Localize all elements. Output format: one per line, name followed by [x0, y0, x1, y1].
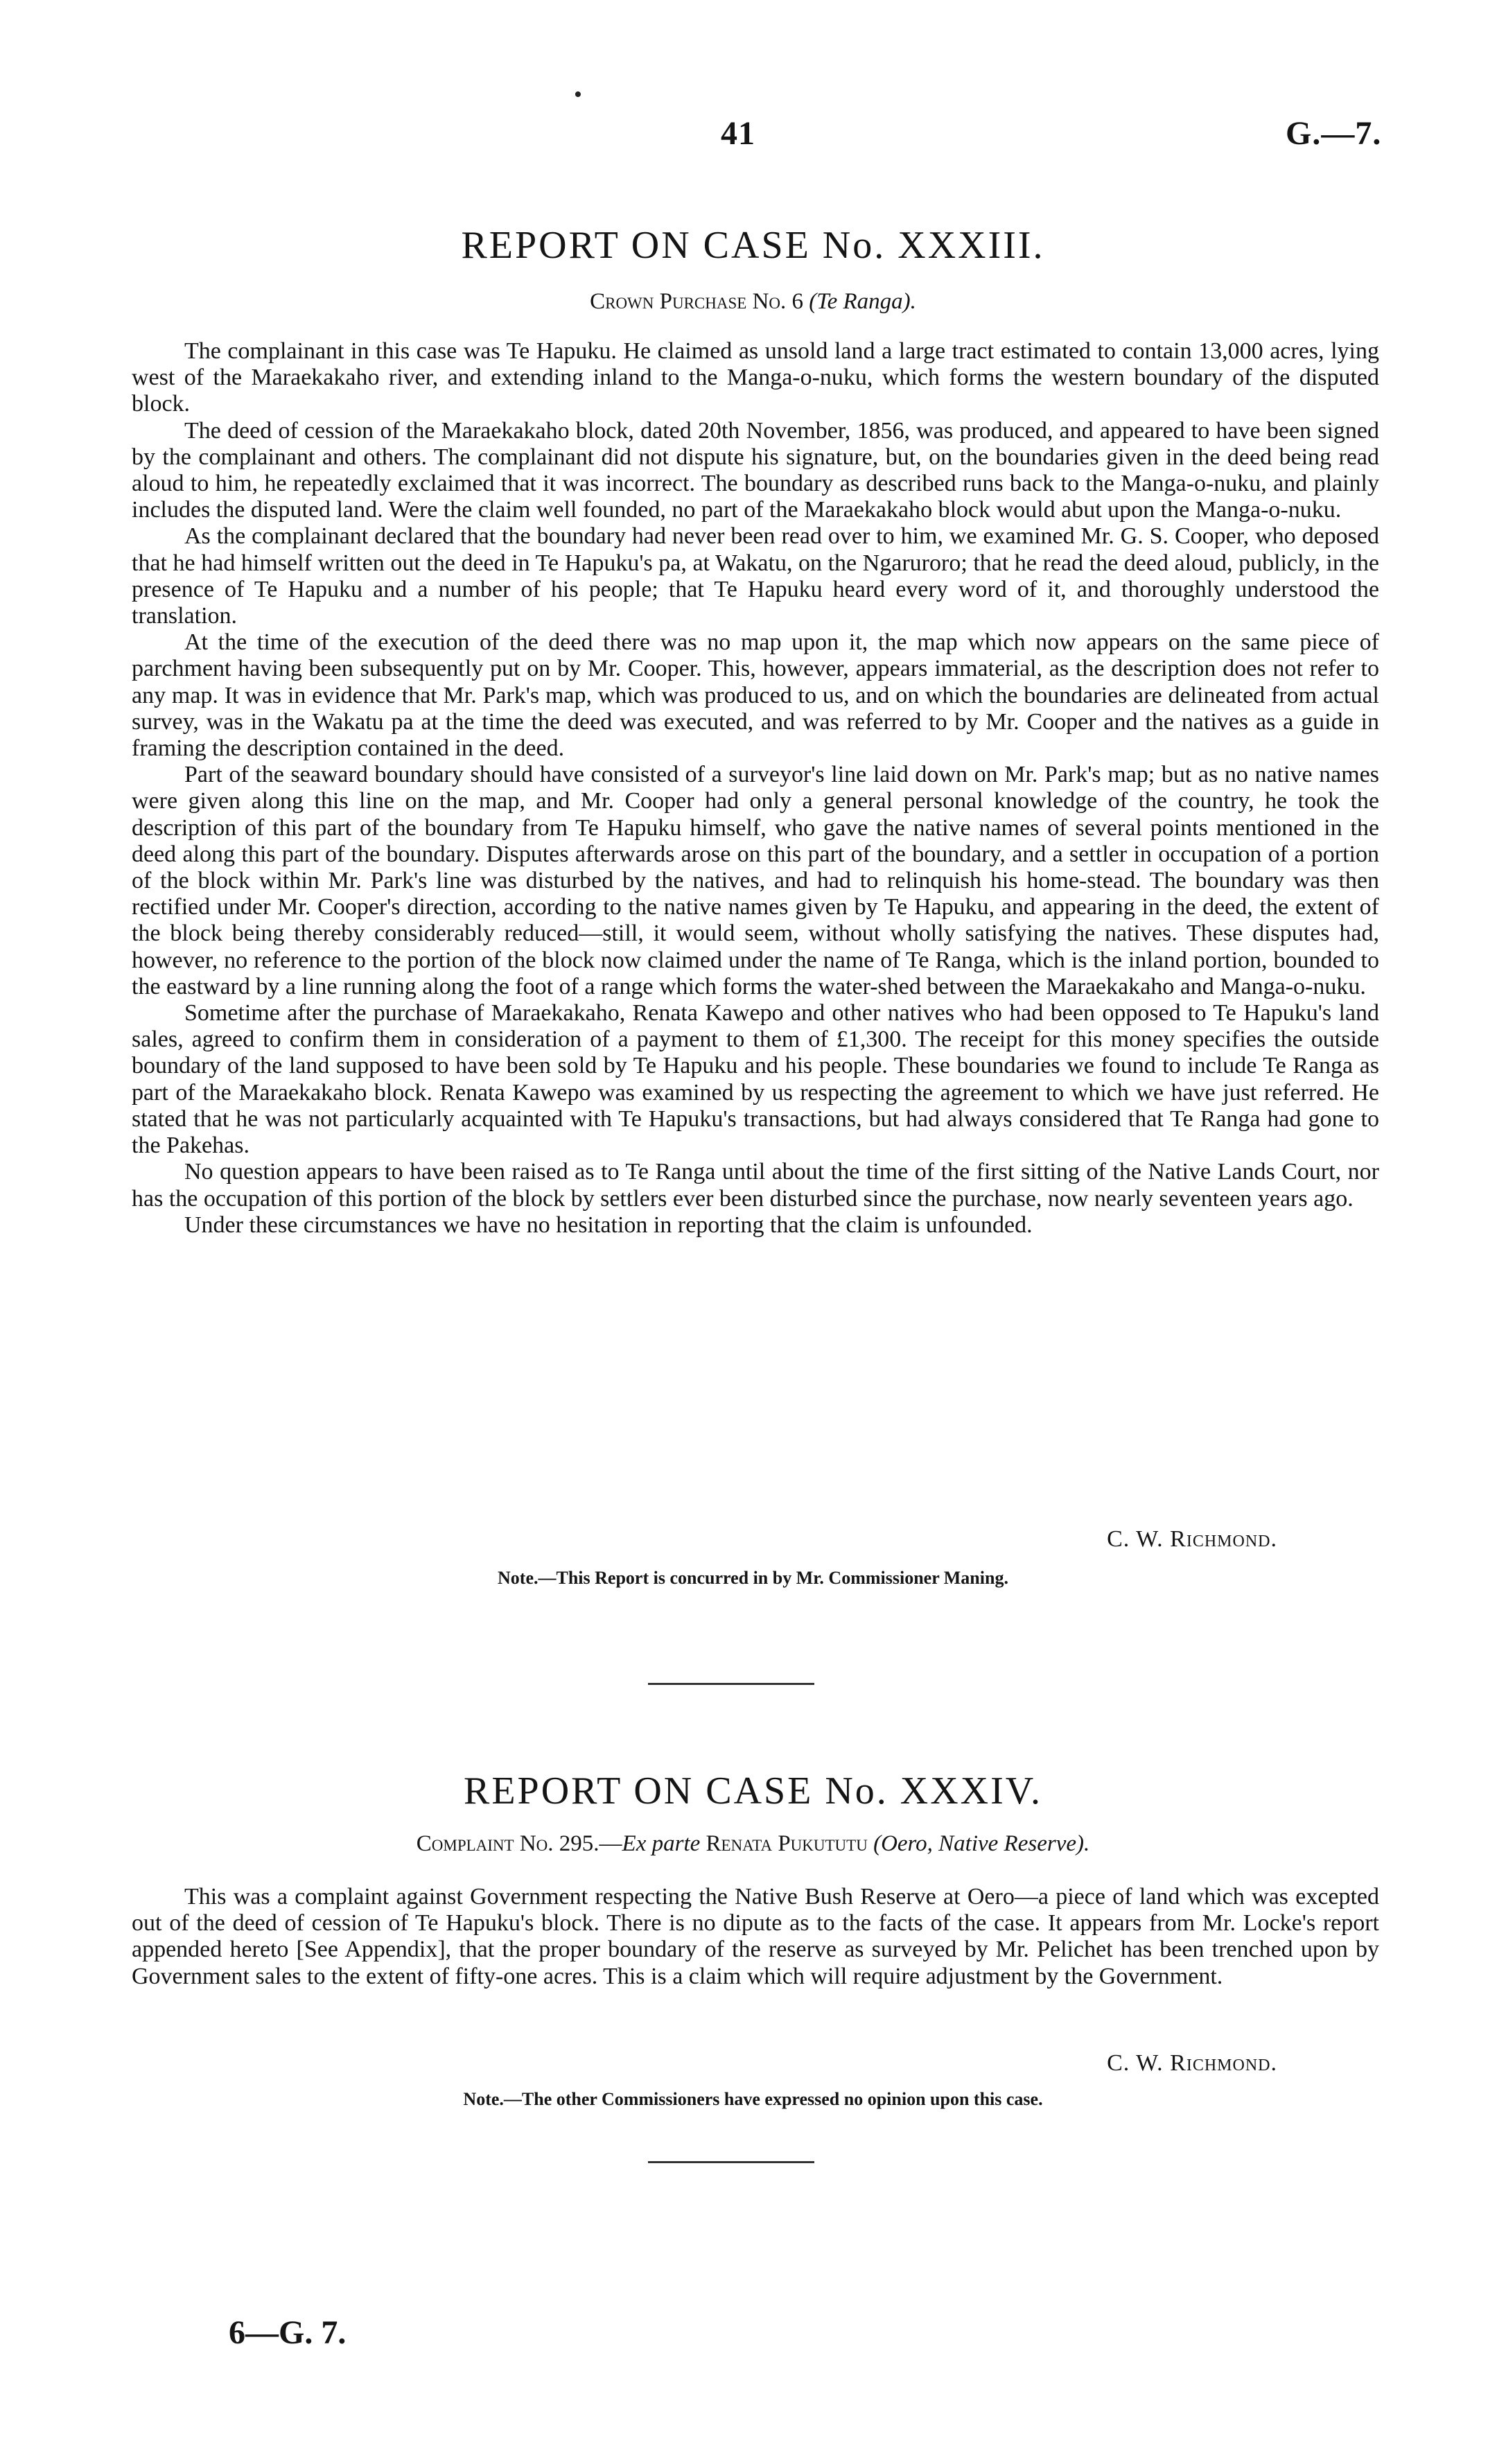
case-33-title: REPORT ON CASE No. XXXIII. [461, 224, 1045, 267]
case-34-paragraph: This was a complaint against Government respecting the Native Bush Reserve at Oero—a piece of land which was excepted out of the deed of cession of Te Hapuku's block. There is no dipute as to the facts of the case. It appears from Mr. Locke's report appended hereto [See Appendix], that the proper boundary of the reserve as surveyed by Mr. Pelichet has been trenched upon by Government sales to the extent of fifty-one acres. This is a claim which will require adjustment by the Government. [132, 1884, 1379, 1989]
case-33-paragraph: The deed of cession of the Maraekakaho block, dated 20th November, 1856, was produced, and appeared to have been signed by the complainant and others. The complainant did not dispute his signature, but, on the boundaries given in the deed being read aloud to him, he repeatedly exclaimed that it was incorrect. The boundary as described runs back to the Manga-o-nuku, and plainly includes the disputed land. Were the claim well founded, no part of the Maraekakaho block would abut upon the Manga-o-nuku. [132, 417, 1379, 523]
paper-reference: G.—7. [1286, 115, 1382, 152]
case-33-paragraph: Part of the seaward boundary should have consisted of a surveyor's line laid down on Mr. Park's map; but as no native names were given along this line on the map, and Mr. Cooper had only a general personal knowledge of the country, he took the description of this part of the boundary from Te Hapuku himself, who gave the native names of several points mentioned in the deed along this part of the boundary. Disputes afterwards arose on this part of the boundary, and a settler in occupation of a portion of the block within Mr. Park's line was disturbed by the natives, and had to relinquish his home-stead. The boundary was then rectified under Mr. Cooper's direction, according to the native names given by Te Hapuku, and appearing in the deed, the extent of the block being thereby considerably reduced—still, it would seem, without wholly satisfying the natives. These disputes had, however, no reference to the portion of the block now claimed under the name of Te Ranga, which is the inland portion, bounded to the eastward by a line running along the foot of a range which forms the water-shed between the Maraekakaho and Manga-o-nuku. [132, 762, 1379, 999]
case-33-paragraph: No question appears to have been raised as to Te Ranga until about the time of the first sitting of the Native Lands Court, nor has the occupation of this portion of the block by settlers ever been disturbed since the purchase, now nearly seventeen years ago. [132, 1159, 1379, 1212]
case-34-subtitle-italic: Ex parte [622, 1831, 701, 1856]
case-33-paragraph: At the time of the execution of the deed there was no map upon it, the map which now appears on the same piece of parchment having been subsequently put on by Mr. Cooper. This, however, appears immaterial, as the description does not refer to any map. It was in evidence that Mr. Park's map, which was produced to us, and on which the boundaries are delineated from actual survey, was in the Wakatu pa at the time the deed was executed, and was referred to by Mr. Cooper and the natives as a guide in framing the description contained in the deed. [132, 629, 1379, 762]
case-33-note: Note.—This Report is concurred in by Mr. Commissioner Maning. [498, 1568, 1008, 1588]
case-33-subtitle-name: (Te Ranga). [809, 289, 916, 314]
case-34-subtitle-lead: Complaint No. 295.— [416, 1831, 622, 1856]
section-divider [648, 1683, 814, 1685]
case-33-paragraph: Sometime after the purchase of Maraekakaho, Renata Kawepo and other natives who had been opposed to Te Hapuku's land sales, agreed to confirm them in consideration of a payment to them of £1,300. The receipt for this money specifies the outside boundary of the land supposed to have been sold by Te Hapuku and his people. These boundaries we found to include Te Ranga as part of the Maraekakaho block. Renata Kawepo was examined by us respecting the agreement to which we have just referred. He stated that he was not particularly acquainted with Te Hapuku's transactions, but had always considered that Te Ranga had gone to the Pakehas. [132, 1000, 1379, 1159]
case-34-subtitle-tail: (Oero, Native Reserve). [873, 1831, 1090, 1856]
case-33-subtitle-lead: Crown Purchase No. 6 [590, 289, 804, 314]
case-34-subtitle-name: Renata Pukututu [706, 1831, 868, 1856]
case-33-paragraph: The complainant in this case was Te Hapuku. He claimed as unsold land a large tract estimated to contain 13,000 acres, lying west of the Maraekakaho river, and extending inland to the Manga-o-nuku, which forms the western boundary of the disputed block. [132, 338, 1379, 417]
case-34-subtitle [0, 1831, 1506, 1857]
case-34-title: REPORT ON CASE No. XXXIV. [464, 1770, 1042, 1812]
printer-signature-mark: 6—G. 7. [229, 2314, 347, 2351]
case-33-subtitle [0, 289, 1506, 315]
case-34-signature: C. W. Richmond. [1107, 2050, 1277, 2076]
section-divider [648, 2161, 814, 2163]
ink-speck: • [574, 82, 582, 107]
page-number: 41 [721, 115, 755, 152]
case-33-paragraph: Under these circumstances we have no hesitation in reporting that the claim is unfounded. [184, 1212, 1033, 1238]
case-34-body [132, 1884, 1379, 1990]
case-33-body [132, 338, 1379, 1239]
case-33-signature: C. W. Richmond. [1107, 1526, 1277, 1552]
case-34-note: Note.—The other Commissioners have expressed no opinion upon this case. [463, 2089, 1043, 2109]
case-33-paragraph: As the complainant declared that the boundary had never been read over to him, we examined Mr. G. S. Cooper, who deposed that he had himself written out the deed in Te Hapuku's pa, at Wakatu, on the Ngaruroro; that he read the deed aloud, publicly, in the presence of Te Hapuku and a number of his people; that Te Hapuku heard every word of it, and thoroughly understood the translation. [132, 523, 1379, 629]
